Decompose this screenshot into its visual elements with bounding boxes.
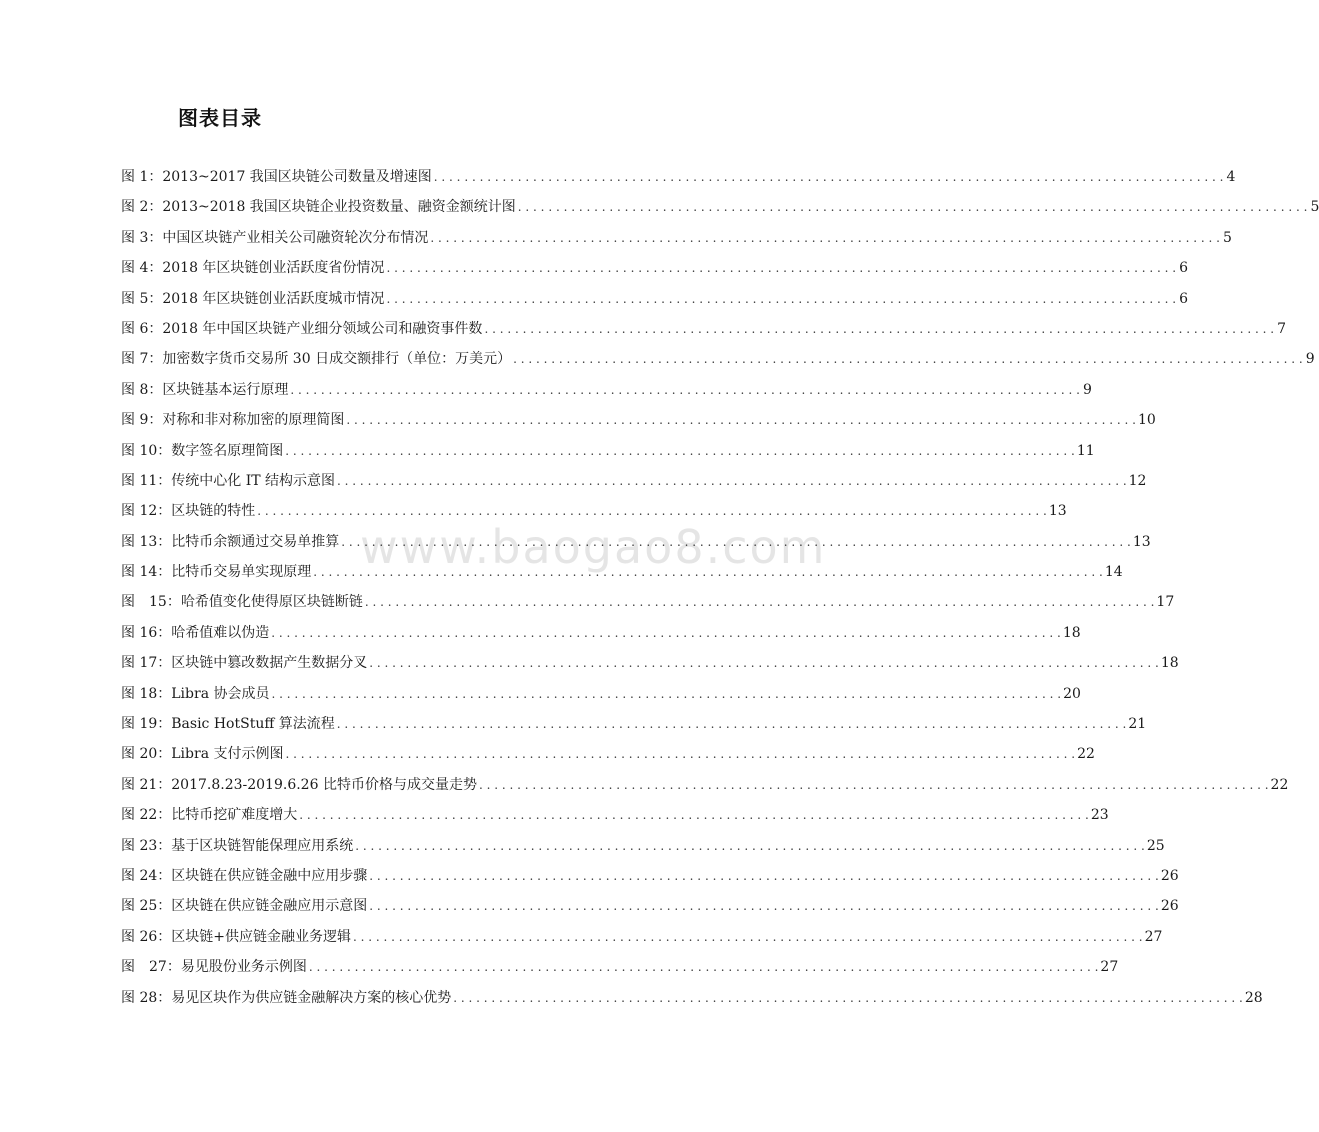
toc-entry-label: 图 4：2018 年区块链创业活跃度省份情况 [121,260,385,277]
toc-entry[interactable] [121,192,1319,222]
dot-leader [430,223,1220,253]
dot-leader [337,709,1127,739]
toc-entry[interactable] [121,770,1289,800]
dot-leader [369,861,1159,891]
dot-leader [272,679,1062,709]
toc-entry-page-number: 22 [1270,776,1289,793]
figure-table-of-contents [121,162,1319,1013]
dot-leader [513,344,1303,374]
toc-entry-label: 图 22：比特币挖矿难度增大 [121,807,298,824]
toc-entry-label: 图 20：Libra 支付示例图 [121,746,284,763]
dot-leader [453,983,1243,1013]
toc-entry[interactable] [121,952,1119,982]
page-title: 图表目录 [178,106,262,130]
dot-leader [365,587,1155,617]
toc-entry[interactable] [121,587,1175,617]
toc-entry-page-number: 17 [1156,594,1175,611]
toc-entry[interactable] [121,344,1315,374]
toc-entry-page-number: 22 [1077,746,1095,763]
toc-entry-label: 图 16：哈希值难以伪造 [121,624,270,641]
toc-entry-label: 图 18：Libra 协会成员 [121,685,270,702]
dot-leader [286,739,1076,769]
toc-entry-label: 图 5：2018 年区块链创业活跃度城市情况 [121,290,385,307]
dot-leader [353,922,1143,952]
toc-entry-page-number: 28 [1244,989,1263,1006]
toc-entry-page-number: 21 [1128,716,1147,733]
toc-entry-label: 图 21：2017.8.23-2019.6.26 比特币价格与成交量走势 [121,776,477,793]
toc-entry-label: 图 12：区块链的特性 [121,503,256,520]
dot-leader [386,284,1176,314]
toc-entry[interactable] [121,253,1189,283]
dot-leader [285,436,1075,466]
toc-entry[interactable] [121,831,1165,861]
dot-leader [313,557,1103,587]
toc-entry-label: 图 17：区块链中篡改数据产生数据分叉 [121,655,368,672]
toc-entry[interactable] [121,618,1081,648]
dot-leader [299,800,1089,830]
toc-entry-page-number: 6 [1179,290,1189,307]
toc-entry[interactable] [121,314,1287,344]
toc-entry-page-number: 7 [1277,320,1287,337]
toc-entry-page-number: 12 [1128,472,1147,489]
toc-entry-page-number: 5 [1223,229,1232,246]
dot-leader [355,831,1145,861]
toc-entry-label: 图 11：传统中心化 IT 结构示意图 [121,472,336,489]
toc-entry[interactable] [121,405,1156,435]
dot-leader [479,770,1269,800]
toc-entry-page-number: 11 [1076,442,1095,459]
toc-entry-label: 图 9：对称和非对称加密的原理简图 [121,412,345,429]
toc-entry-page-number: 27 [1100,959,1119,976]
toc-entry-page-number: 25 [1146,837,1165,854]
dot-leader [337,466,1127,496]
toc-entry-page-number: 20 [1063,685,1081,702]
toc-entry[interactable] [121,375,1092,405]
toc-entry-page-number: 26 [1160,898,1179,915]
toc-entry-page-number: 14 [1104,564,1123,581]
toc-entry-page-number: 26 [1160,867,1179,884]
dot-leader [257,496,1047,526]
toc-entry-label: 图 24：区块链在供应链金融中应用步骤 [121,867,368,884]
dot-leader [341,527,1131,557]
dot-leader [271,618,1061,648]
toc-entry-label: 图 15：哈希值变化使得原区块链断链 [121,594,363,611]
toc-entry-label: 图 27：易见股份业务示例图 [121,959,307,976]
toc-entry-page-number: 9 [1083,381,1092,398]
dot-leader [369,648,1159,678]
dot-leader [346,405,1136,435]
toc-entry-page-number: 27 [1144,928,1163,945]
dot-leader [290,375,1080,405]
toc-entry[interactable] [121,436,1095,466]
toc-entry[interactable] [121,739,1095,769]
toc-entry-page-number: 10 [1137,412,1156,429]
toc-entry-label: 图 13：比特币余额通过交易单推算 [121,533,340,550]
toc-entry-label: 图 8：区块链基本运行原理 [121,381,289,398]
toc-entry-page-number: 5 [1310,199,1319,216]
dot-leader [369,891,1159,921]
toc-entry[interactable] [121,223,1232,253]
toc-entry[interactable] [121,496,1067,526]
toc-entry[interactable] [121,922,1163,952]
toc-entry[interactable] [121,679,1081,709]
toc-entry[interactable] [121,466,1147,496]
toc-entry[interactable] [121,557,1123,587]
toc-entry-label: 图 23：基于区块链智能保理应用系统 [121,837,354,854]
toc-entry[interactable] [121,983,1263,1013]
toc-entry[interactable] [121,861,1179,891]
toc-entry-page-number: 13 [1132,533,1151,550]
toc-entry-page-number: 23 [1090,807,1109,824]
toc-entry-label: 图 2：2013~2018 我国区块链企业投资数量、融资金额统计图 [121,199,516,216]
dot-leader [309,952,1099,982]
toc-entry-page-number: 9 [1305,351,1315,368]
dot-leader [484,314,1274,344]
toc-entry-label: 图 10：数字签名原理简图 [121,442,284,459]
toc-entry-label: 图 28：易见区块作为供应链金融解决方案的核心优势 [121,989,452,1006]
toc-entry[interactable] [121,284,1189,314]
dot-leader [518,192,1308,222]
toc-entry-label: 图 3：中国区块链产业相关公司融资轮次分布情况 [121,229,429,246]
toc-entry-label: 图 14：比特币交易单实现原理 [121,564,312,581]
toc-entry-page-number: 18 [1160,655,1179,672]
toc-entry-label: 图 26：区块链+供应链金融业务逻辑 [121,928,351,945]
toc-entry[interactable] [121,162,1236,192]
toc-entry-page-number: 4 [1226,169,1236,185]
dot-leader [434,162,1224,192]
toc-entry[interactable] [121,891,1179,921]
toc-entry[interactable] [121,709,1147,739]
toc-entry-label: 图 25：区块链在供应链金融应用示意图 [121,898,368,915]
toc-entry-page-number: 18 [1062,624,1081,641]
toc-entry-page-number: 13 [1048,503,1067,520]
toc-entry[interactable] [121,800,1109,830]
dot-leader [386,253,1176,283]
toc-entry-label: 图 19：Basic HotStuff 算法流程 [121,716,335,733]
toc-entry-label: 图 1：2013~2017 我国区块链公司数量及增速图 [121,169,432,185]
watermark: www.baogao8.com [360,520,827,574]
toc-entry[interactable] [121,648,1179,678]
toc-entry-label: 图 7：加密数字货币交易所 30 日成交额排行（单位：万美元） [121,351,512,368]
toc-entry-label: 图 6：2018 年中国区块链产业细分领域公司和融资事件数 [121,320,483,337]
toc-entry-page-number: 6 [1179,260,1189,277]
